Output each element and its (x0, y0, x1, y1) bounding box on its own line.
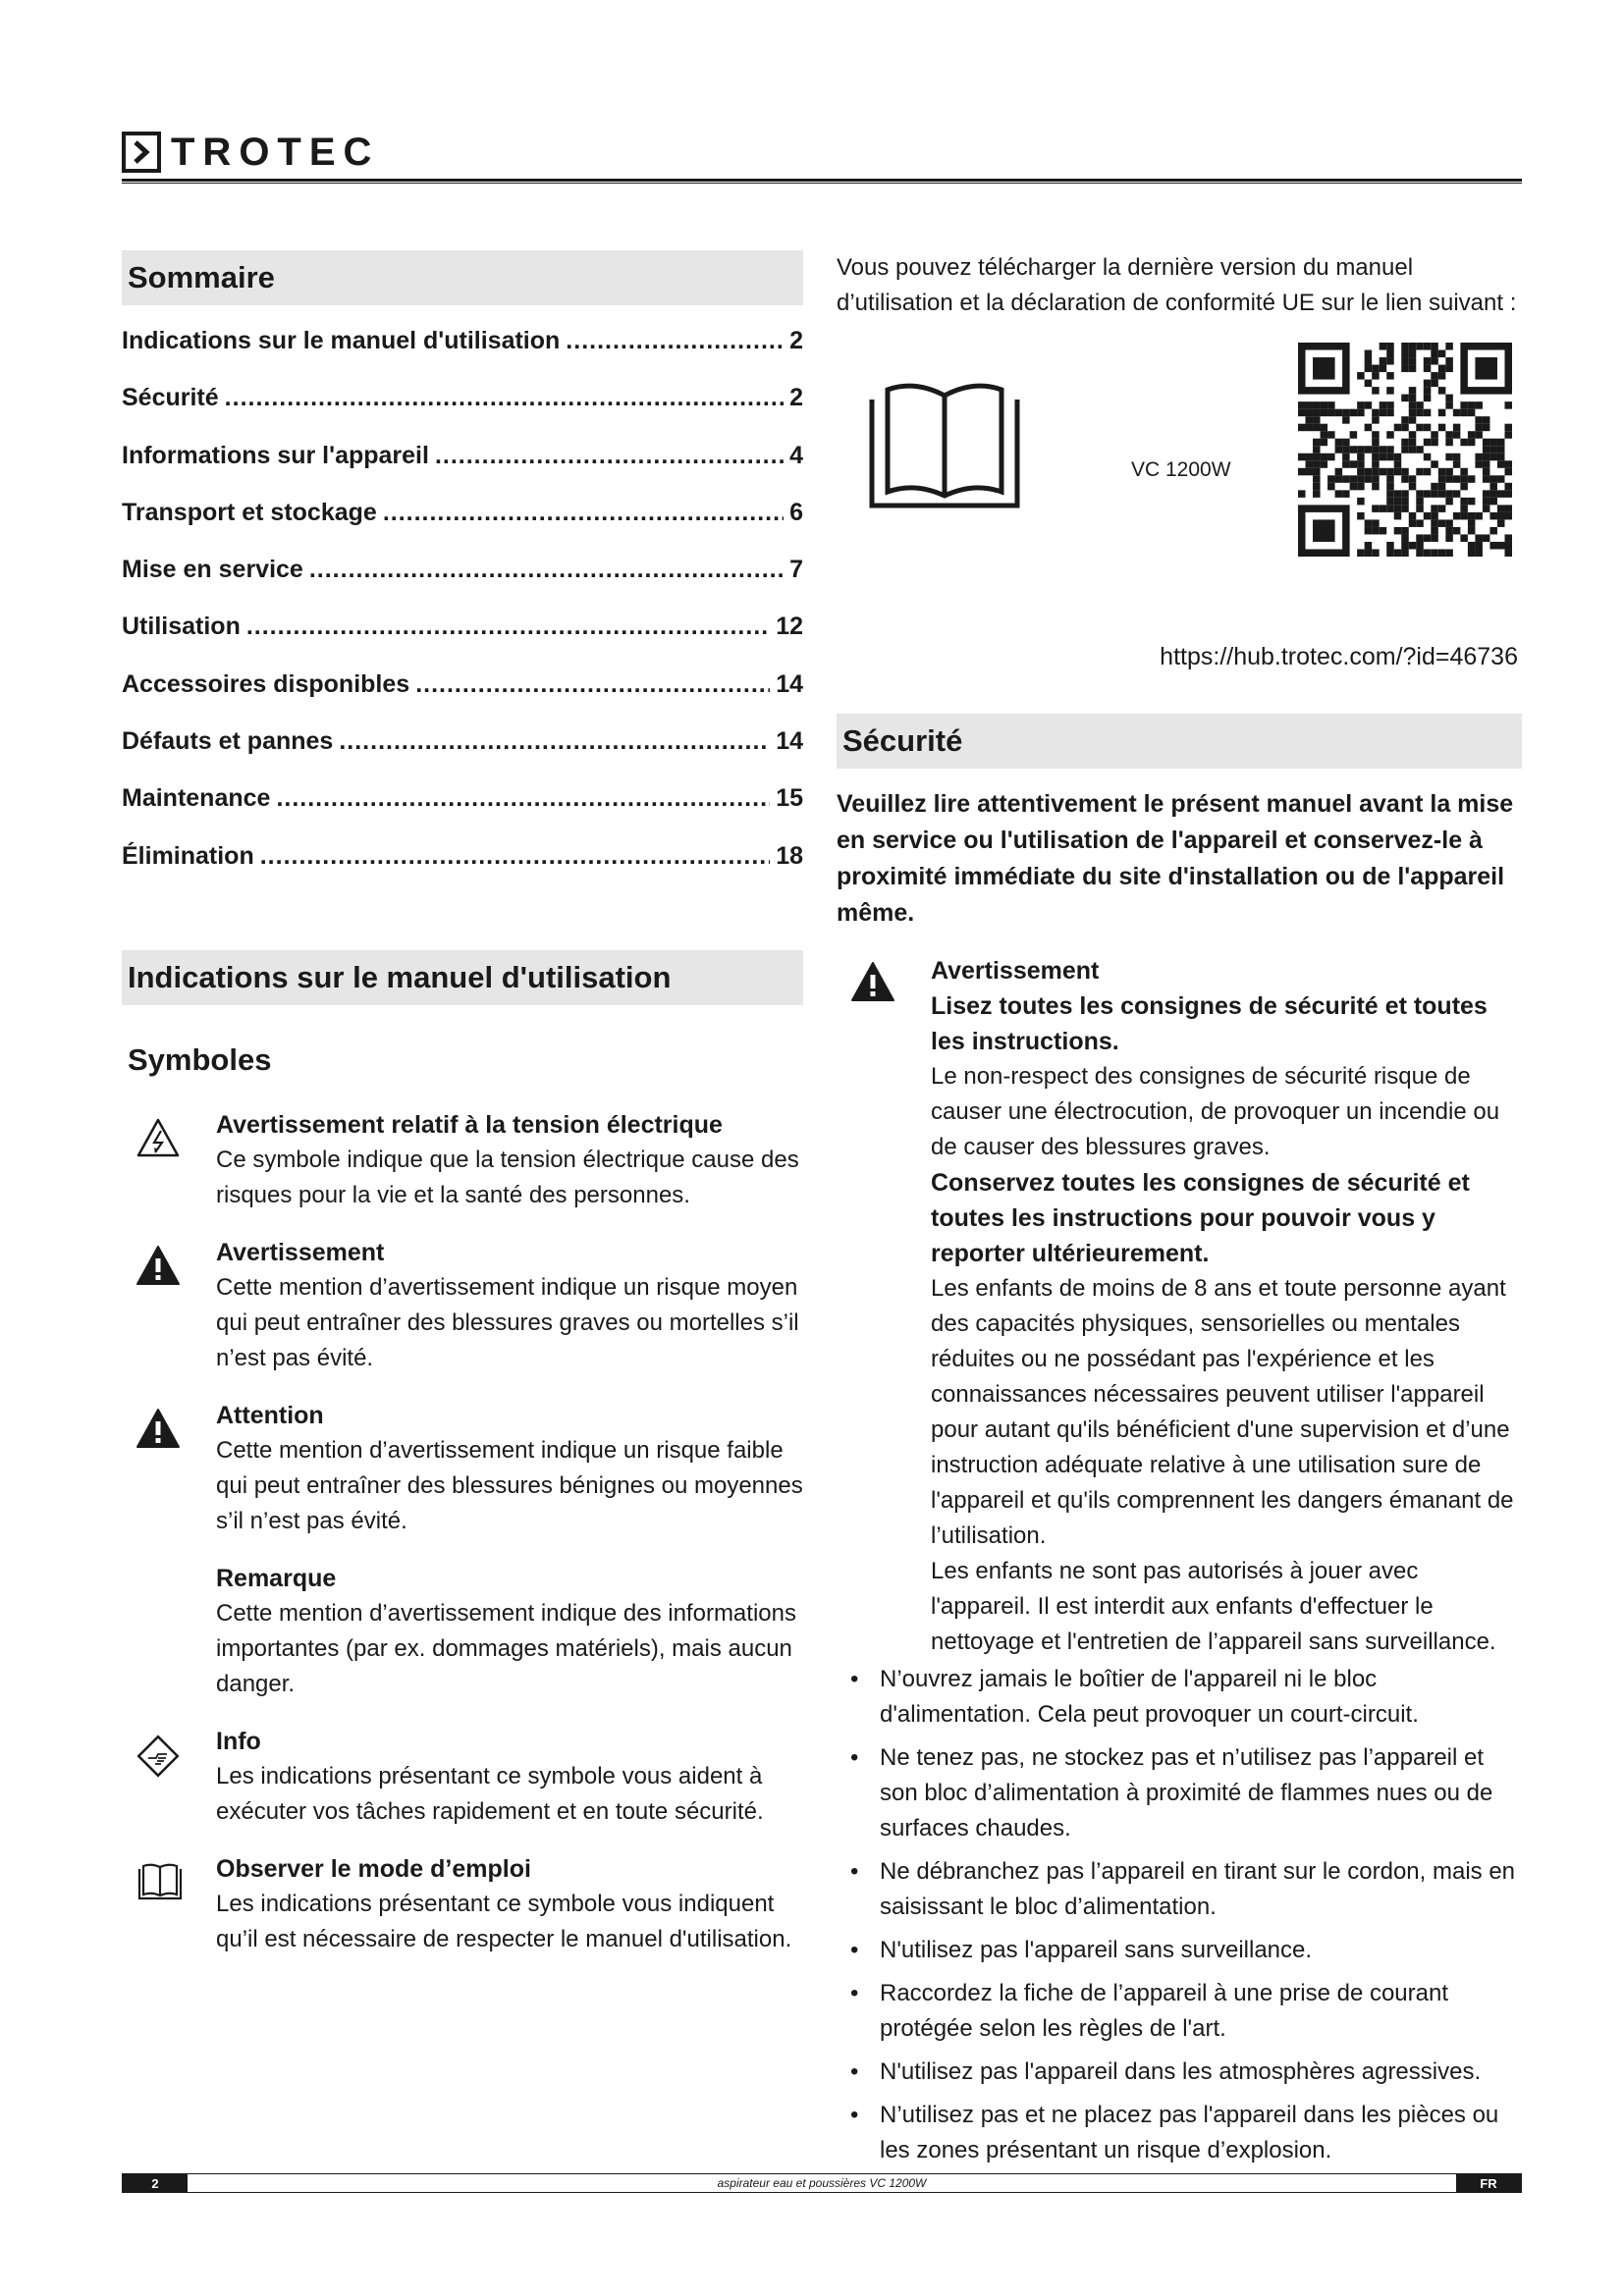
model-label: VC 1200W (1131, 458, 1231, 481)
symbol-title: Info (216, 1727, 261, 1755)
toc-label: Accessoires disponibles (122, 669, 410, 698)
toc-leader (260, 842, 770, 871)
toc-label: Sécurité (122, 384, 219, 412)
toc-entry[interactable] (122, 384, 803, 441)
toc-page: 2 (789, 384, 803, 412)
warning-title: Avertissement (931, 957, 1100, 985)
toc-label: Défauts et pannes (122, 727, 334, 756)
toc-page: 12 (776, 613, 803, 641)
toc-label: Maintenance (122, 784, 271, 813)
page-footer (122, 2173, 1522, 2193)
toc-entry[interactable] (122, 327, 803, 384)
symbol-title: Avertissement relatif à la tension électrique (216, 1110, 723, 1139)
list-item: • N'utilisez pas l'appareil sans surveillance. (837, 1933, 1522, 1968)
left-column (122, 250, 803, 1979)
toc-leader (309, 556, 784, 584)
symbol-text: Cette mention d’avertissement indique un risque moyen qui peut entraîner des blessures graves ou mortelles s’il n’est pas évité. (216, 1273, 799, 1371)
symbol-text: Ce symbole indique que la tension électrique cause des risques pour la vie et la santé des personnes. (216, 1146, 799, 1208)
toc-page: 4 (789, 441, 803, 469)
toc-heading: Sommaire (122, 250, 803, 305)
safety-intro: Veuillez lire attentivement le présent manuel avant la mise en service ou l'utilisation de l'appareil et conservez-le à proximité immédiate du site d'installation ou de l'appareil même. (837, 790, 1514, 927)
toc-leader (225, 384, 784, 412)
electric-warning-icon (122, 1107, 216, 1213)
download-url[interactable]: https://hub.trotec.com/?id=46736 (1160, 643, 1518, 670)
warning-bold-1: Lisez toutes les consignes de sécurité et toutes les instructions. (931, 992, 1488, 1055)
warning-bold-2: Conservez toutes les consignes de sécurité et toutes les instructions pour pouvoir vous y reporter ultérieurement. (931, 1169, 1470, 1267)
toc-leader (246, 613, 770, 641)
symbol-entry (122, 1724, 803, 1830)
table-of-contents (122, 327, 803, 899)
symbol-text: Les indications présentant ce symbole vous aident à exécuter vos tâches rapidement et en toute sécurité. (216, 1762, 764, 1825)
toc-entry[interactable] (122, 556, 803, 613)
symbol-entry (122, 1561, 803, 1702)
warning-icon (837, 953, 931, 1660)
manual-book-icon (866, 382, 1023, 518)
language-badge: FR (1456, 2174, 1521, 2192)
warning-text-3: Les enfants ne sont pas autorisés à jouer avec l'appareil. Il est interdit aux enfants d'effectuer le nettoyage et l'entretien de l’appareil sans surveillance. (931, 1558, 1496, 1655)
symbol-entry (122, 1398, 803, 1539)
symbol-text: Cette mention d’avertissement indique des informations importantes (par ex. dommages matériels), mais aucun danger. (216, 1599, 796, 1697)
safety-heading: Sécurité (837, 714, 1522, 769)
list-item: • N’utilisez pas et ne placez pas l'appareil dans les pièces ou les zones présentant un risque d’explosion. (837, 2098, 1522, 2168)
list-item: • Ne débranchez pas l’appareil en tirant sur le cordon, mais en saisissant le bloc d’alimentation. (837, 1854, 1522, 1925)
toc-leader (415, 670, 770, 699)
warning-text-1: Le non-respect des consignes de sécurité risque de causer une électrocution, de provoquer un incendie ou de causer des blessures graves. (931, 1063, 1500, 1160)
toc-leader (276, 784, 770, 813)
manual-book-icon (122, 1851, 216, 1957)
toc-leader (383, 499, 784, 527)
toc-entry[interactable] (122, 842, 803, 899)
symbol-title: Remarque (216, 1564, 337, 1592)
toc-entry[interactable] (122, 499, 803, 556)
page-number: 2 (123, 2174, 188, 2192)
toc-entry[interactable] (122, 442, 803, 499)
download-intro: Vous pouvez télécharger la dernière version du manuel d’utilisation et la déclaration de conformité UE sur le lien suivant : (837, 254, 1517, 316)
symbol-title: Attention (216, 1401, 324, 1429)
toc-page: 14 (776, 669, 803, 698)
document-title: aspirateur eau et poussières VC 1200W (717, 2176, 927, 2190)
symbol-entry (122, 1235, 803, 1376)
trotec-logo (122, 132, 379, 173)
info-hand-icon (122, 1724, 216, 1830)
safety-warning (837, 953, 1522, 1660)
symbol-title: Observer le mode d’emploi (216, 1854, 531, 1883)
symbol-entry (122, 1107, 803, 1213)
toc-page: 14 (776, 727, 803, 756)
list-item: • Ne tenez pas, ne stockez pas et n’utilisez pas l’appareil et son bloc d’alimentation à proximité de flammes nues ou de surfaces chaudes. (837, 1740, 1522, 1846)
toc-page: 2 (789, 327, 803, 354)
toc-page: 15 (776, 784, 803, 813)
chevron-right-icon (122, 132, 161, 173)
brand-name: TROTEC (171, 131, 380, 174)
toc-entry[interactable] (122, 784, 803, 841)
toc-label: Informations sur l'appareil (122, 441, 429, 469)
toc-page: 18 (776, 841, 803, 870)
symbols-subheading: Symboles (128, 1041, 272, 1077)
warning-text-2: Les enfants de moins de 8 ans et toute personne ayant des capacités physiques, sensorielles ou mentales réduites ou ne possédant pas l'expérience et les connaissances nécessaires peuvent utiliser l'appareil pour autant qu'ils bénéficient d'une supervision et d’une instruction adéquate relative à une utilisation sure de l'appareil et qu'ils comprennent les dangers émanant de l’utilisation. (931, 1275, 1514, 1549)
toc-leader (435, 442, 784, 470)
safety-bullet-list (837, 1662, 1522, 2168)
toc-label: Mise en service (122, 556, 303, 584)
symbol-title: Avertissement (216, 1238, 385, 1266)
list-item: • Raccordez la fiche de l’appareil à une prise de courant protégée selon les règles de l'art. (837, 1976, 1522, 2047)
warning-icon (122, 1235, 216, 1376)
symbol-entry (122, 1851, 803, 1957)
toc-label: Indications sur le manuel d'utilisation (122, 327, 561, 354)
toc-entry[interactable] (122, 670, 803, 727)
toc-label: Utilisation (122, 613, 241, 641)
toc-label: Transport et stockage (122, 498, 377, 526)
symbol-text: Cette mention d’avertissement indique un risque faible qui peut entraîner des blessures bénignes ou moyennes s’il n’est pas évité. (216, 1436, 803, 1534)
toc-leader (566, 327, 784, 355)
manual-section-heading: Indications sur le manuel d'utilisation (122, 950, 803, 1005)
list-item: • N’ouvrez jamais le boîtier de l'appareil ni le bloc d'alimentation. Cela peut provoquer un court-circuit. (837, 1662, 1522, 1733)
toc-entry[interactable] (122, 727, 803, 784)
toc-leader (339, 727, 770, 756)
download-block (837, 343, 1522, 637)
toc-page: 6 (789, 498, 803, 526)
header-divider (122, 179, 1522, 184)
toc-page: 7 (789, 556, 803, 584)
list-item: • N'utilisez pas l'appareil dans les atmosphères agressives. (837, 2055, 1522, 2090)
symbol-text: Les indications présentant ce symbole vous indiquent qu’il est nécessaire de respecter le manuel d'utilisation. (216, 1890, 792, 1952)
right-column (837, 250, 1522, 2176)
attention-icon (122, 1398, 216, 1539)
toc-label: Élimination (122, 841, 254, 870)
qr-code[interactable] (1298, 343, 1512, 561)
toc-entry[interactable] (122, 613, 803, 669)
